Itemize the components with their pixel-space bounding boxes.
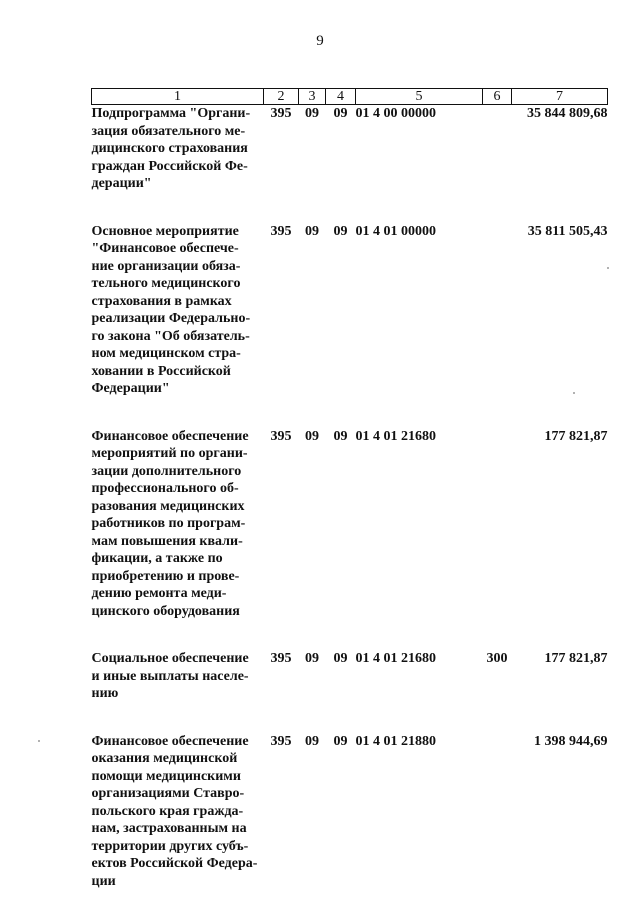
cell-section: 09 <box>305 428 319 444</box>
cell-subsection: 09 <box>333 223 348 239</box>
header-col-7: 7 <box>512 89 608 105</box>
cell-subsection: 09 <box>333 428 348 444</box>
header-col-2: 2 <box>264 89 299 105</box>
row-name-line: приобретению и прове- <box>91 568 240 584</box>
cell-section: 09 <box>305 651 319 666</box>
cell-target-code: 01 4 01 21880 <box>355 733 436 749</box>
cell-subsection: 09 <box>333 651 348 666</box>
header-col-6: 6 <box>483 89 512 105</box>
header-col-5: 5 <box>356 89 483 105</box>
cell-amount: 35 844 809,68 <box>527 106 608 121</box>
row-name-line: мероприятий по органи- <box>91 446 248 461</box>
page-number: 9 <box>316 33 324 49</box>
cell-expense-type <box>483 105 512 193</box>
row-name-line: реализации Федерально- <box>91 311 251 326</box>
row-name-line: нам, застрахованным на <box>91 821 247 836</box>
scan-speck <box>573 392 575 394</box>
cell-ministry: 395 <box>270 733 292 749</box>
cell-subsection: 09 <box>333 733 348 749</box>
table-row <box>92 733 608 891</box>
row-name-line: Финансовое обеспечение <box>91 428 249 444</box>
row-name-line: территории других субъ- <box>91 838 249 854</box>
header-col-4: 4 <box>326 89 356 105</box>
table-row <box>92 223 608 398</box>
row-name-line: Социальное обеспечение <box>91 651 249 666</box>
row-name-line: ховании в Российской <box>91 363 231 379</box>
row-name-line: зации дополнительного <box>91 463 242 479</box>
row-name-line: оказания медицинской <box>91 751 238 766</box>
cell-target-code: 01 4 00 00000 <box>355 106 436 121</box>
row-name-line: дерации" <box>91 176 152 191</box>
row-name-line: польского края гражда- <box>91 803 244 819</box>
cell-expense-type <box>483 223 512 398</box>
row-name-line: и иные выплаты населе- <box>91 668 249 684</box>
row-name-line: нию <box>91 686 119 701</box>
header-col-3: 3 <box>299 89 326 105</box>
table-row <box>92 650 608 703</box>
cell-ministry: 395 <box>270 651 292 666</box>
row-name-line: дицинского страхования <box>91 141 248 156</box>
scan-speck <box>38 740 40 742</box>
row-name-line: помощи медицинскими <box>91 768 241 784</box>
row-name-line: зация обязательного ме- <box>91 123 246 139</box>
row-name-line: Основное мероприятие <box>91 223 239 239</box>
row-name-line: разования медицинских <box>91 498 245 514</box>
header-col-1: 1 <box>92 89 264 105</box>
budget-table <box>91 88 608 890</box>
row-name <box>92 428 264 621</box>
cell-ministry: 395 <box>270 428 292 444</box>
cell-section: 09 <box>305 733 319 749</box>
row-name-line: фикации, а также по <box>91 551 223 566</box>
cell-subsection: 09 <box>333 106 348 121</box>
cell-amount: 177 821,87 <box>544 651 608 666</box>
row-name-line: го закона "Об обязатель- <box>91 328 250 344</box>
row-name-line: работников по програм- <box>91 516 246 531</box>
cell-target-code: 01 4 01 00000 <box>355 223 436 239</box>
row-name-line: страхования в рамках <box>91 293 232 309</box>
row-name-line: дению ремонта меди- <box>91 586 227 601</box>
row-name-line: ции <box>91 873 116 889</box>
cell-expense-type <box>483 733 512 891</box>
row-name-line: ектов Российской Федера- <box>91 856 258 871</box>
table-row <box>92 105 608 193</box>
row-name-line: Финансовое обеспечение <box>91 733 249 749</box>
scan-speck <box>607 267 609 269</box>
row-name-line: профессионального об- <box>91 481 239 496</box>
row-name <box>92 650 264 703</box>
row-name-line: цинского оборудования <box>91 603 240 619</box>
header-row <box>92 89 608 105</box>
row-name-line: организациями Ставро- <box>91 786 245 801</box>
row-name-line: тельного медицинского <box>91 276 241 291</box>
cell-ministry: 395 <box>270 106 292 121</box>
row-name-line: ном медицинском стра- <box>91 346 241 361</box>
row-name-line: мам повышения квали- <box>91 533 243 549</box>
row-name <box>92 105 264 193</box>
cell-section: 09 <box>305 106 319 121</box>
cell-target-code: 01 4 01 21680 <box>355 651 436 666</box>
row-name-line: Федерации" <box>91 381 170 396</box>
cell-target-code: 01 4 01 21680 <box>355 428 436 444</box>
row-name <box>92 223 264 398</box>
row-name-line: "Финансовое обеспече- <box>91 241 239 256</box>
cell-expense-type <box>483 428 512 621</box>
cell-section: 09 <box>305 223 319 239</box>
cell-amount: 1 398 944,69 <box>534 733 608 749</box>
row-name-line: ние организации обяза- <box>91 258 241 274</box>
row-name <box>92 733 264 891</box>
table-row <box>92 428 608 621</box>
row-name-line: граждан Российской Фе- <box>91 158 248 174</box>
cell-ministry: 395 <box>270 223 292 239</box>
cell-amount: 177 821,87 <box>544 428 608 444</box>
cell-expense-type: 300 <box>486 651 508 666</box>
row-name-line: Подпрограмма "Органи- <box>91 106 251 121</box>
cell-amount: 35 811 505,43 <box>527 223 608 239</box>
